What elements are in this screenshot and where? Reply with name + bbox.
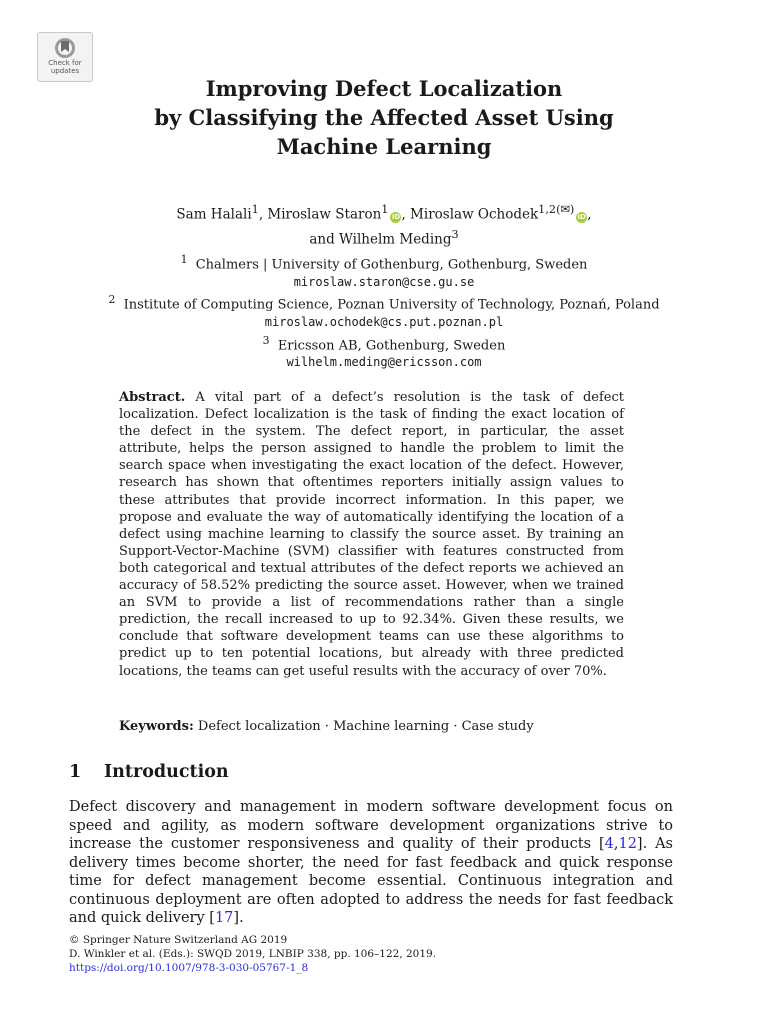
bookmark-icon — [54, 37, 76, 59]
section-title: Introduction — [104, 762, 229, 782]
section-number: 1 — [69, 762, 82, 782]
author-email[interactable]: miroslaw.ochodek@cs.put.poznan.pl — [264, 315, 504, 330]
affiliation-text: Institute of Computing Science, Poznan University of Technology, Poznań, Poland — [123, 297, 660, 313]
affiliation-sup: 1 — [180, 253, 188, 266]
abstract-label: Abstract. — [119, 390, 186, 405]
author-name: Miroslaw Ochodek — [410, 206, 539, 223]
author-name: Sam Halali — [176, 206, 252, 223]
affiliation — [0, 251, 768, 274]
author-email[interactable]: wilhelm.meding@ericsson.com — [286, 355, 482, 370]
keywords — [119, 718, 659, 735]
affiliation-text: Ericsson AB, Gothenburg, Sweden — [277, 337, 506, 353]
author-affil-sup: 1,2(✉) — [538, 203, 575, 216]
title-line-2: by Classifying the Affected Asset Using — [154, 105, 614, 130]
citation-link[interactable]: 17 — [214, 910, 234, 926]
author-name: and Wilhelm Meding — [309, 231, 452, 247]
author-name: Miroslaw Staron — [267, 206, 382, 223]
orcid-icon[interactable]: iD — [577, 212, 586, 221]
title-line-1: Improving Defect Localization — [205, 76, 563, 101]
badge-line1: Check for — [48, 59, 82, 67]
section-heading — [69, 762, 229, 782]
copyright-notice: © Springer Nature Switzerland AG 2019 — [69, 934, 288, 946]
author-email[interactable]: miroslaw.staron@cse.gu.se — [293, 274, 475, 289]
author-line-2 — [0, 225, 768, 250]
intro-text: ]. As delivery times become shorter, the need for fast feedback and quick response time for defect management become essential. Continuous integration and continuous deployment are often adopted to address the needs for fast feedback and quick delivery [ — [69, 836, 673, 926]
author-affil-sup: 1 — [381, 203, 389, 216]
affiliation-text: Chalmers | University of Gothenburg, Gothenburg, Sweden — [195, 257, 588, 273]
intro-text: Defect discovery and management in modern software development focus on speed and agility, as modern software development organizations strive to increase the customer responsiveness and quality of their products [ — [69, 799, 673, 852]
affiliation-sup: 2 — [108, 293, 116, 307]
author-list — [0, 200, 768, 249]
badge-line2: updates — [50, 67, 80, 75]
keywords-text: Defect localization · Machine learning · Case study — [197, 719, 534, 734]
keywords-label: Keywords: — [119, 719, 194, 734]
abstract-text: A vital part of a defect’s resolution is the task of defect localization. Defect localization is the task of finding the exact location of the defect in the system. The defect report, in particular, the asset attribute, helps the person assigned to handle the problem to limit the search space when investigating the exact location of the defect. However, research has shown that oftentimes reporters initially assign values to these attributes that provide incorrect information. In this paper, we propose and evaluate the way of automatically identifying the location of a defect using machine learning to classify the source asset. By training an Support-Vector-Machine (SVM) classifier with features constructed from both categorical and textual attributes of the defect reports we achieved an accuracy of 58.52% predicting the source asset. However, when we trained an SVM to provide a list of recommendations rather than a single prediction, the recall increased to up to 92.34%. Given these results, we conclude that software development teams can use these algorithms to predict up to ten potential locations, but already with three predicted locations, the teams can get useful results with the accuracy of over 70%. — [119, 390, 624, 679]
title-line-3: Machine Learning — [276, 134, 492, 159]
citation-separator: , — [613, 836, 619, 852]
intro-text: ]. — [233, 910, 244, 926]
affiliations — [0, 251, 768, 372]
abstract — [119, 389, 624, 680]
affiliation-sup: 3 — [262, 333, 270, 347]
affiliation — [0, 291, 768, 314]
paper-title — [0, 74, 768, 161]
affiliation — [0, 332, 768, 355]
orcid-icon[interactable]: iD — [391, 212, 401, 221]
author-affil-sup: 3 — [451, 227, 459, 241]
citation-link[interactable]: 12 — [618, 836, 637, 852]
author-affil-sup: 1 — [251, 203, 259, 216]
citation-link[interactable]: 4 — [604, 836, 614, 852]
intro-paragraph — [69, 798, 673, 928]
doi-link[interactable]: https://doi.org/10.1007/978-3-030-05767-1_8 — [69, 962, 309, 974]
author-line-1: Sam Halali$^1$, Miroslaw Staron$^1$iD, Miroslaw Ochodek$^{1,2(✉)}$iD, — [176, 203, 592, 223]
footer — [69, 933, 689, 975]
publication-citation: D. Winkler et al. (Eds.): SWQD 2019, LNBIP 338, pp. 106–122, 2019. — [69, 948, 437, 960]
